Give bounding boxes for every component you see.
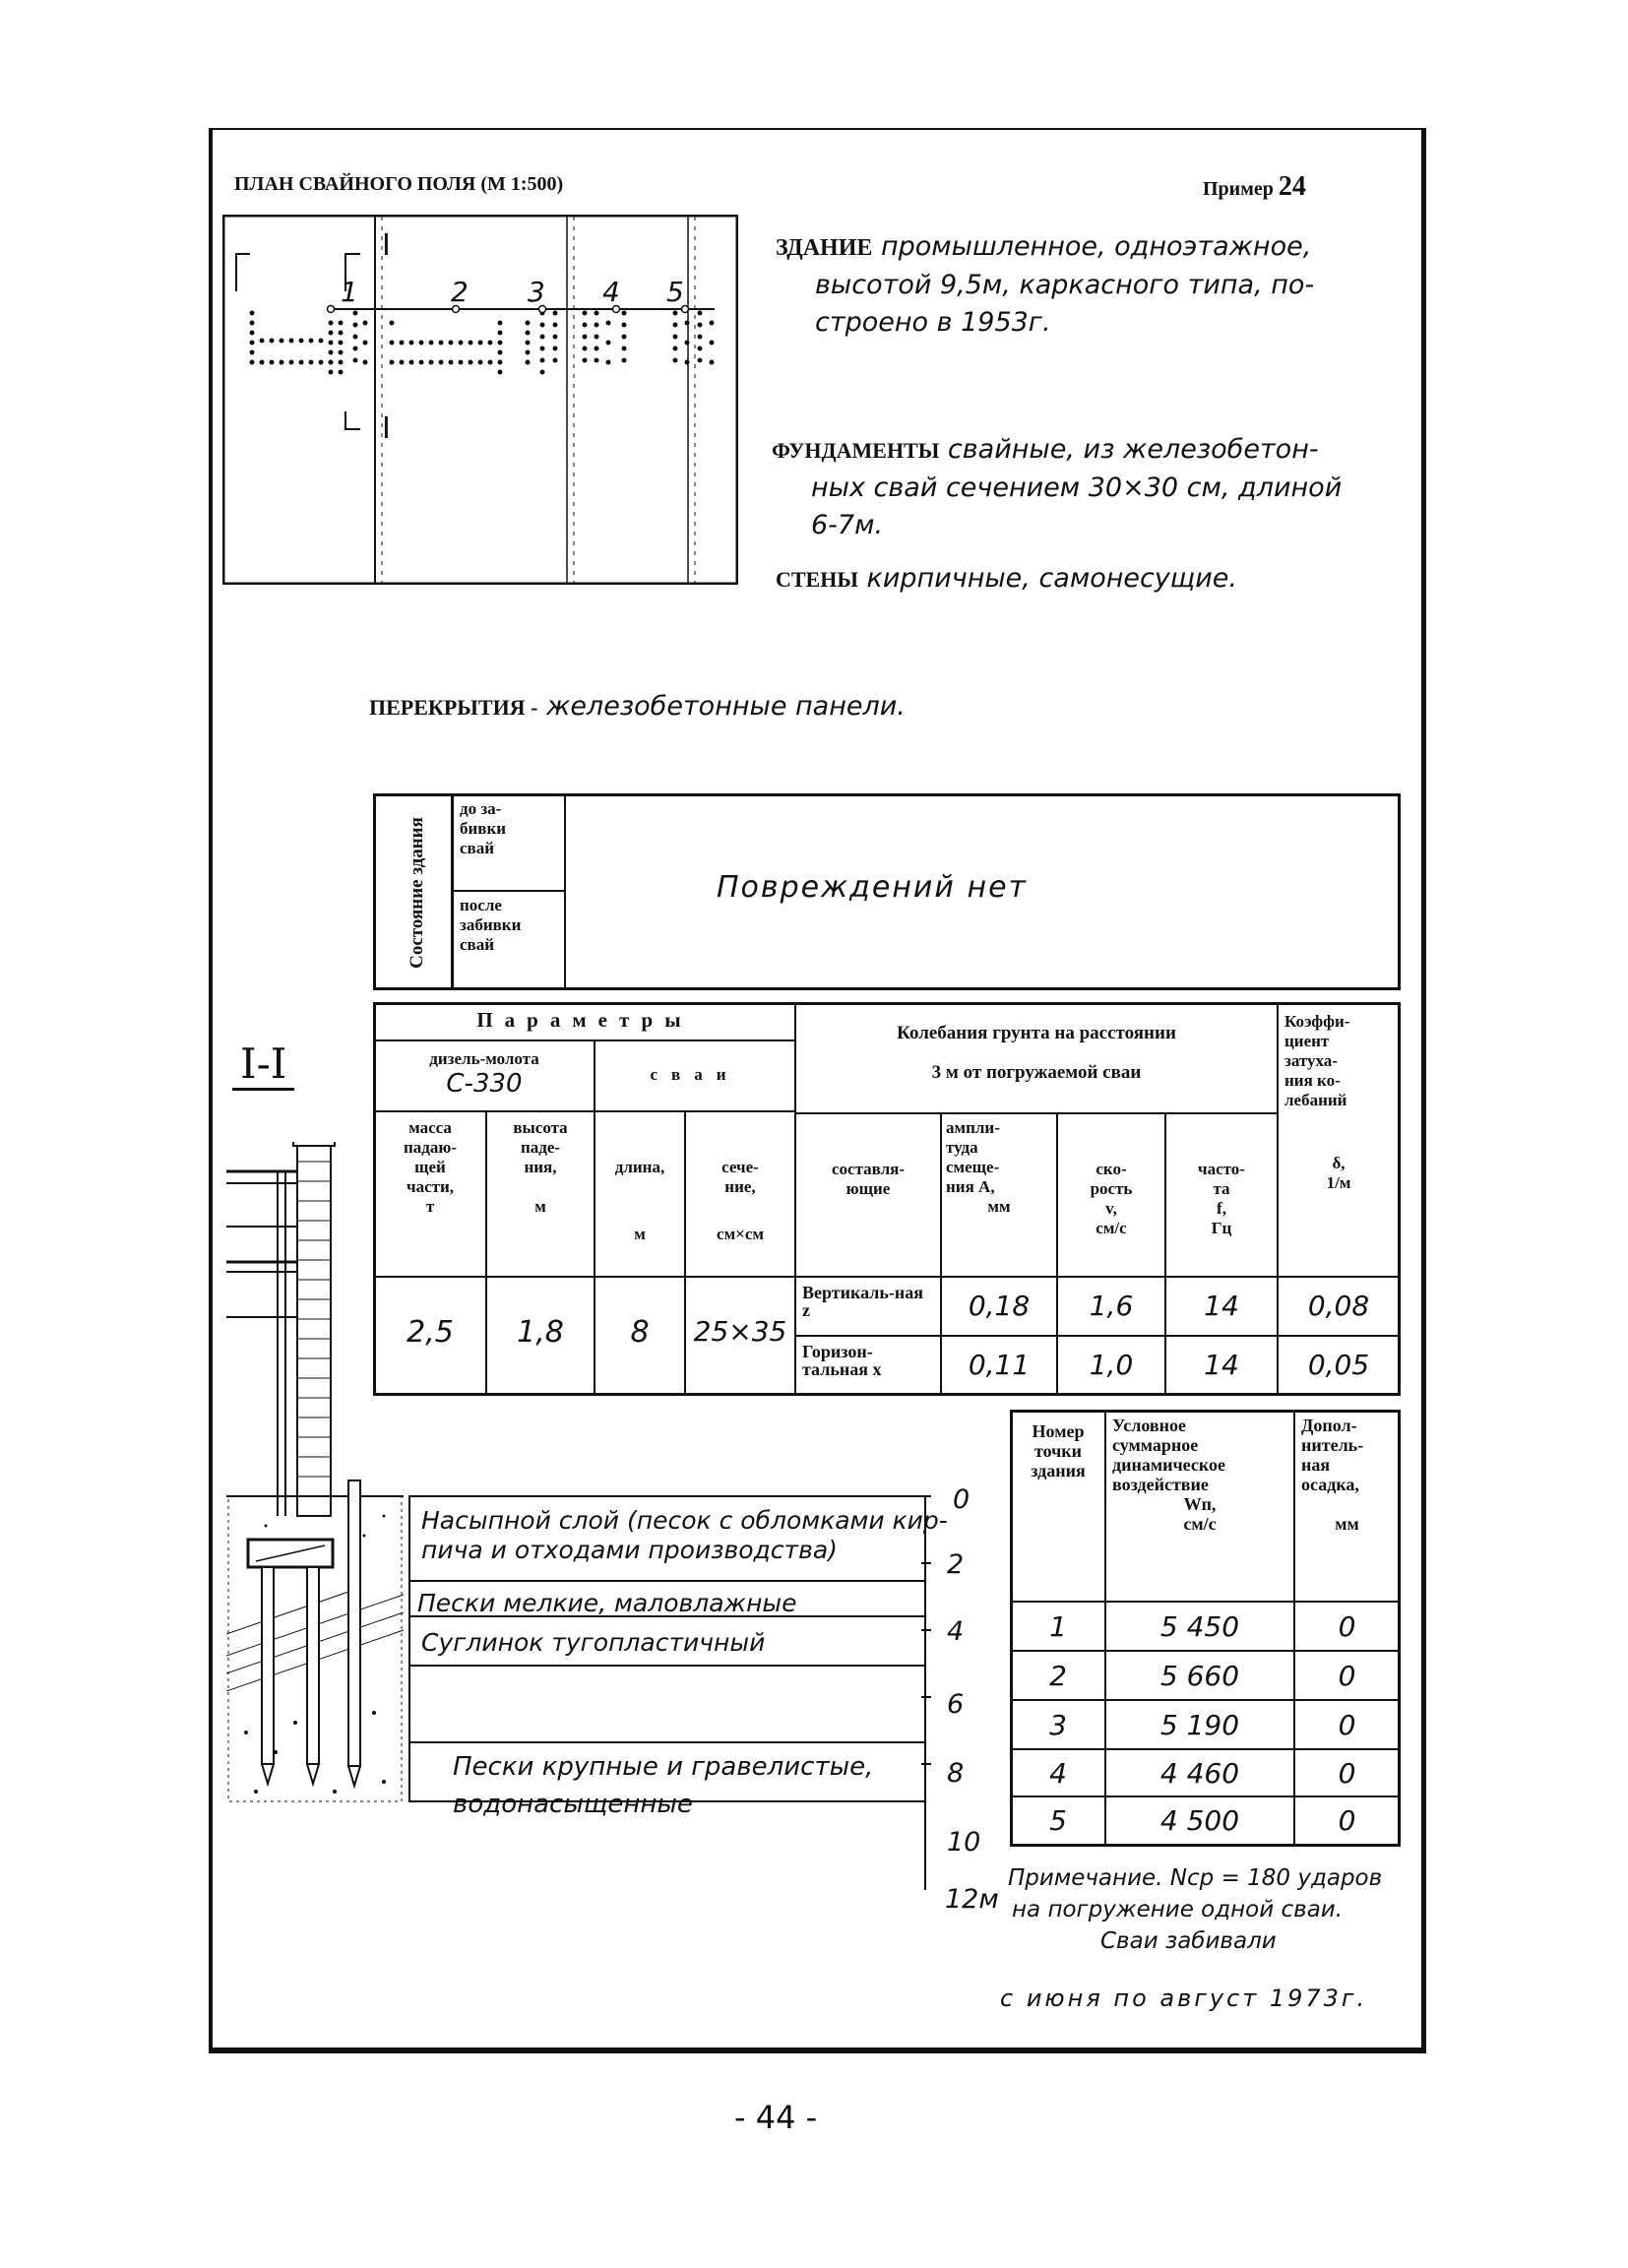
- row1-freq-cell: [1164, 1276, 1279, 1337]
- impact-row-5-settle: 0: [1338, 1804, 1356, 1837]
- example-label: [1203, 171, 1306, 203]
- after-line-3: свай: [460, 935, 495, 954]
- col-speed: [1058, 1114, 1164, 1238]
- col-amp-l2: туда: [946, 1138, 978, 1157]
- row1-amp-cell: [940, 1276, 1058, 1337]
- example-label-text: Пример: [1203, 178, 1274, 200]
- col-point: [1012, 1412, 1104, 1480]
- col-settle: [1295, 1412, 1399, 1538]
- col-freq-l3: f,: [1217, 1199, 1226, 1218]
- row1-speed: 1,6: [1089, 1290, 1134, 1322]
- impact-row-2-settle: 0: [1338, 1660, 1356, 1692]
- vib-header: [796, 1004, 1277, 1093]
- col-amp-unit: мм: [987, 1197, 1011, 1216]
- row1-delta: 0,08: [1307, 1290, 1370, 1322]
- slabs-description: [369, 691, 906, 722]
- walls-label: СТЕНЫ: [776, 567, 858, 592]
- col-amp-l1: ампли-: [946, 1118, 1000, 1137]
- col-section-l2: ние,: [724, 1177, 756, 1196]
- before-line-1: до за-: [460, 799, 502, 818]
- note: [1008, 1862, 1421, 1957]
- state-before-cell: [452, 793, 566, 892]
- row2-delta: 0,05: [1307, 1349, 1370, 1381]
- row1-delta-cell: [1277, 1276, 1401, 1337]
- vib-header-line-1: Колебания грунта на расстоянии: [897, 1023, 1176, 1043]
- impact-row-5-point-cell: [1010, 1796, 1106, 1847]
- col-settle-cell: [1293, 1410, 1401, 1603]
- soil-layer-fill: [421, 1506, 948, 1565]
- state-side-cell: [373, 793, 454, 990]
- col-amplitude: [942, 1114, 1056, 1221]
- example-number: 24: [1278, 171, 1306, 202]
- plan-point-3: 3: [528, 276, 545, 308]
- col-amp-l4: ния А,: [946, 1177, 995, 1196]
- plan-point-2: 2: [451, 276, 469, 308]
- length-value: 8: [630, 1315, 650, 1350]
- note-line-3: Сваи забивали: [1100, 1928, 1277, 1954]
- row2-delta-cell: [1277, 1335, 1401, 1396]
- before-line-2: бивки: [460, 819, 507, 838]
- depth-4: 4: [947, 1616, 965, 1647]
- plan-title: ПЛАН СВАЙНОГО ПОЛЯ (М 1:500): [234, 173, 564, 195]
- col-impact-l2: суммарное: [1112, 1435, 1199, 1455]
- depth-0: 0: [953, 1484, 971, 1515]
- walls-description: [776, 563, 1237, 594]
- plan-point-5: 5: [666, 276, 684, 308]
- col-amplitude-cell: [940, 1112, 1058, 1278]
- impact-row-3-settle: 0: [1338, 1709, 1356, 1741]
- state-after-cell: [452, 890, 566, 990]
- col-height-unit: м: [534, 1197, 546, 1216]
- col-freq-cell: [1164, 1112, 1279, 1278]
- col-point-l2: точки: [1033, 1441, 1083, 1461]
- impact-row-5-settle-cell: [1293, 1796, 1401, 1847]
- hammer-model: С-330: [446, 1069, 523, 1099]
- row1-freq: 14: [1204, 1290, 1239, 1322]
- plan-point-1: 1: [341, 276, 358, 308]
- col-impact-unit: см/с: [1183, 1514, 1217, 1534]
- depth-2: 2: [947, 1549, 965, 1580]
- impact-row-3-point: 3: [1049, 1709, 1067, 1741]
- col-settle-l3: ная: [1301, 1455, 1331, 1475]
- depth-8: 8: [947, 1758, 965, 1789]
- impact-row-1-settle: 0: [1338, 1610, 1356, 1643]
- pile-field-plan: [222, 215, 738, 585]
- col-settle-l1: Допол-: [1301, 1416, 1357, 1435]
- pile-header-cell: [594, 1040, 796, 1112]
- building-label: ЗДАНИЕ: [776, 235, 873, 261]
- soil-layer-coarse-sand: [453, 1748, 873, 1823]
- impact-row-4-value: 4 460: [1159, 1757, 1240, 1790]
- section-mark-top: I: [382, 228, 391, 263]
- before-line-3: свай: [460, 839, 495, 857]
- coef-line-1: Коэффи-: [1284, 1012, 1350, 1031]
- impact-row-1-settle-cell: [1293, 1601, 1401, 1652]
- state-side-label: Состояние здания: [407, 817, 427, 969]
- impact-row-2-point-cell: [1010, 1650, 1106, 1701]
- col-section-l1: сече-: [721, 1158, 759, 1176]
- row2-speed-cell: [1056, 1335, 1166, 1396]
- slabs-label: ПЕРЕКРЫТИЯ -: [369, 695, 538, 720]
- note-line-4: с июня по август 1973г.: [1000, 1984, 1368, 2012]
- params-header: Параметры: [476, 1008, 693, 1032]
- foundations-line-3: 6-7м.: [811, 510, 884, 540]
- depth-6: 6: [947, 1689, 965, 1720]
- depth-10: 10: [947, 1827, 981, 1858]
- section-mark-bottom: I: [382, 411, 391, 446]
- walls-text: кирпичные, самонесущие.: [866, 563, 1237, 594]
- row1-amplitude: 0,18: [968, 1290, 1031, 1322]
- impact-row-2-settle-cell: [1293, 1650, 1401, 1701]
- building-line-3: строено в 1953г.: [815, 307, 1051, 338]
- row2-speed: 1,0: [1089, 1349, 1134, 1381]
- impact-row-2-value-cell: [1104, 1650, 1295, 1701]
- impact-row-4-point-cell: [1010, 1748, 1106, 1797]
- state-after-label: [454, 892, 564, 959]
- col-point-cell: [1010, 1410, 1106, 1603]
- col-speed-l2: рость: [1090, 1179, 1133, 1198]
- slabs-text: железобетонные панели.: [546, 691, 906, 722]
- impact-row-4-value-cell: [1104, 1748, 1295, 1797]
- col-impact-l1: Условное: [1112, 1416, 1186, 1435]
- impact-row-4-settle-cell: [1293, 1748, 1401, 1797]
- section-value: 25×35: [693, 1315, 787, 1348]
- col-speed-l3: v,: [1105, 1199, 1117, 1218]
- col-height-l2: паде-: [520, 1138, 561, 1157]
- foundations-line-1: свайные, из железобетон-: [947, 434, 1319, 465]
- col-impact-l5: Wп,: [1183, 1494, 1217, 1514]
- impact-row-5-value: 4 500: [1159, 1804, 1240, 1837]
- impact-row-5-value-cell: [1104, 1796, 1295, 1847]
- col-impact: [1106, 1412, 1293, 1538]
- row1-component: Вертикаль-ная z: [802, 1283, 923, 1320]
- col-settle-unit: мм: [1335, 1514, 1359, 1534]
- col-freq-unit: Гц: [1211, 1219, 1232, 1237]
- col-point-l3: здания: [1031, 1461, 1086, 1480]
- col-component-l2: ющие: [845, 1179, 891, 1198]
- impact-row-3-value-cell: [1104, 1699, 1295, 1750]
- height-value: 1,8: [517, 1315, 564, 1350]
- mass-value: 2,5: [407, 1315, 454, 1350]
- impact-row-2-point: 2: [1049, 1660, 1067, 1692]
- col-freq-l1: часто-: [1198, 1160, 1245, 1178]
- note-line-2: на погружение одной сваи.: [1012, 1897, 1344, 1922]
- col-point-l1: Номер: [1032, 1421, 1085, 1441]
- row2-freq-cell: [1164, 1335, 1279, 1396]
- col-mass-l3: щей: [414, 1158, 446, 1176]
- params-header-cell: [373, 1002, 796, 1041]
- coef-line-3: затуха-: [1284, 1051, 1338, 1070]
- col-length-unit: м: [634, 1225, 646, 1243]
- impact-row-1-point-cell: [1010, 1601, 1106, 1652]
- soil-coarse-line-1: Пески крупные и гравелистые,: [453, 1752, 874, 1782]
- col-speed-l1: ско-: [1096, 1160, 1127, 1178]
- hammer-header-cell: [373, 1040, 595, 1112]
- col-settle-l4: осадка,: [1301, 1475, 1359, 1494]
- foundations-label: ФУНДАМЕНТЫ: [772, 438, 940, 463]
- row2-amp-cell: [940, 1335, 1058, 1396]
- hammer-header: дизель-молота: [429, 1049, 539, 1068]
- page-number: - 44 -: [734, 2099, 818, 2136]
- col-section-unit: см×см: [717, 1225, 764, 1243]
- impact-row-3-value: 5 190: [1159, 1709, 1240, 1741]
- col-length-l1: длина,: [614, 1158, 665, 1176]
- soil-fill-line-1: Насыпной слой (песок с обломками кир-: [421, 1506, 948, 1535]
- col-impact-l3: динамическое: [1112, 1455, 1225, 1475]
- col-speed-unit: см/с: [1096, 1219, 1127, 1237]
- impact-row-1-value-cell: [1104, 1601, 1295, 1652]
- col-speed-cell: [1056, 1112, 1166, 1278]
- col-freq: [1166, 1114, 1277, 1238]
- col-mass-l1: масса: [408, 1118, 452, 1137]
- col-mass-l4: части,: [406, 1177, 455, 1196]
- col-mass-l2: падаю-: [403, 1138, 458, 1157]
- note-line-1: Примечание. Nср = 180 ударов: [1008, 1865, 1383, 1891]
- impact-row-3-point-cell: [1010, 1699, 1106, 1750]
- coef-header-cell: [1277, 1002, 1401, 1278]
- coef-line-5: лебаний: [1284, 1091, 1347, 1109]
- pile-header: сваи: [650, 1065, 740, 1084]
- building-line-1: промышленное, одноэтажное,: [880, 231, 1312, 262]
- row2-freq: 14: [1204, 1349, 1239, 1381]
- col-mass-l5: т: [425, 1197, 435, 1216]
- foundations-line-2: ных свай сечением 30×30 см, длиной: [811, 472, 1343, 503]
- col-freq-l2: та: [1213, 1179, 1230, 1198]
- building-line-2: высотой 9,5м, каркасного типа, по-: [815, 270, 1315, 300]
- impact-row-1-point: 1: [1049, 1610, 1067, 1643]
- col-impact-cell: [1104, 1410, 1295, 1603]
- after-line-1: после: [460, 896, 502, 914]
- coef-line-2: циент: [1284, 1032, 1330, 1050]
- foundations-description: [772, 431, 1402, 544]
- impact-row-3-settle-cell: [1293, 1699, 1401, 1750]
- col-height-l3: ния,: [524, 1158, 557, 1176]
- depth-12: 12м: [945, 1884, 999, 1915]
- coef-line-4: ния ко-: [1284, 1071, 1341, 1090]
- col-impact-l4: воздействие: [1112, 1475, 1209, 1494]
- delta-symbol: δ,: [1332, 1154, 1346, 1172]
- soil-layer-loam: Суглинок тугопластичный: [421, 1628, 766, 1657]
- after-line-2: забивки: [460, 915, 522, 934]
- building-description: [776, 228, 1386, 342]
- soil-coarse-line-2: водонасыщенные: [453, 1790, 693, 1819]
- impact-row-1-value: 5 450: [1159, 1610, 1240, 1643]
- col-component-l1: составля-: [831, 1160, 905, 1178]
- col-settle-l2: нитель-: [1301, 1435, 1364, 1455]
- row2-amplitude: 0,11: [968, 1349, 1031, 1381]
- impact-row-4-settle: 0: [1338, 1757, 1356, 1790]
- state-value: Повреждений нет: [717, 870, 1029, 905]
- delta-unit: 1/м: [1326, 1173, 1351, 1192]
- soil-fill-line-2: пича и отходами производства): [421, 1536, 838, 1564]
- coef-header: [1279, 1004, 1399, 1201]
- row1-speed-cell: [1056, 1276, 1166, 1337]
- impact-row-5-point: 5: [1049, 1804, 1067, 1837]
- section-label: I-I: [232, 1040, 294, 1091]
- soil-layer-fine-sand: Пески мелкие, маловлажные: [417, 1589, 797, 1617]
- state-before-label: [454, 795, 564, 862]
- plan-point-4: 4: [602, 276, 620, 308]
- row2-component: Горизон-тальная x: [802, 1342, 882, 1379]
- vib-header-cell: [794, 1002, 1279, 1114]
- col-amp-l3: смеще-: [946, 1158, 1000, 1176]
- col-height-l1: высота: [513, 1118, 568, 1137]
- vib-header-line-2: 3 м от погружаемой сваи: [931, 1062, 1142, 1083]
- impact-row-4-point: 4: [1049, 1757, 1067, 1790]
- impact-row-2-value: 5 660: [1159, 1660, 1240, 1692]
